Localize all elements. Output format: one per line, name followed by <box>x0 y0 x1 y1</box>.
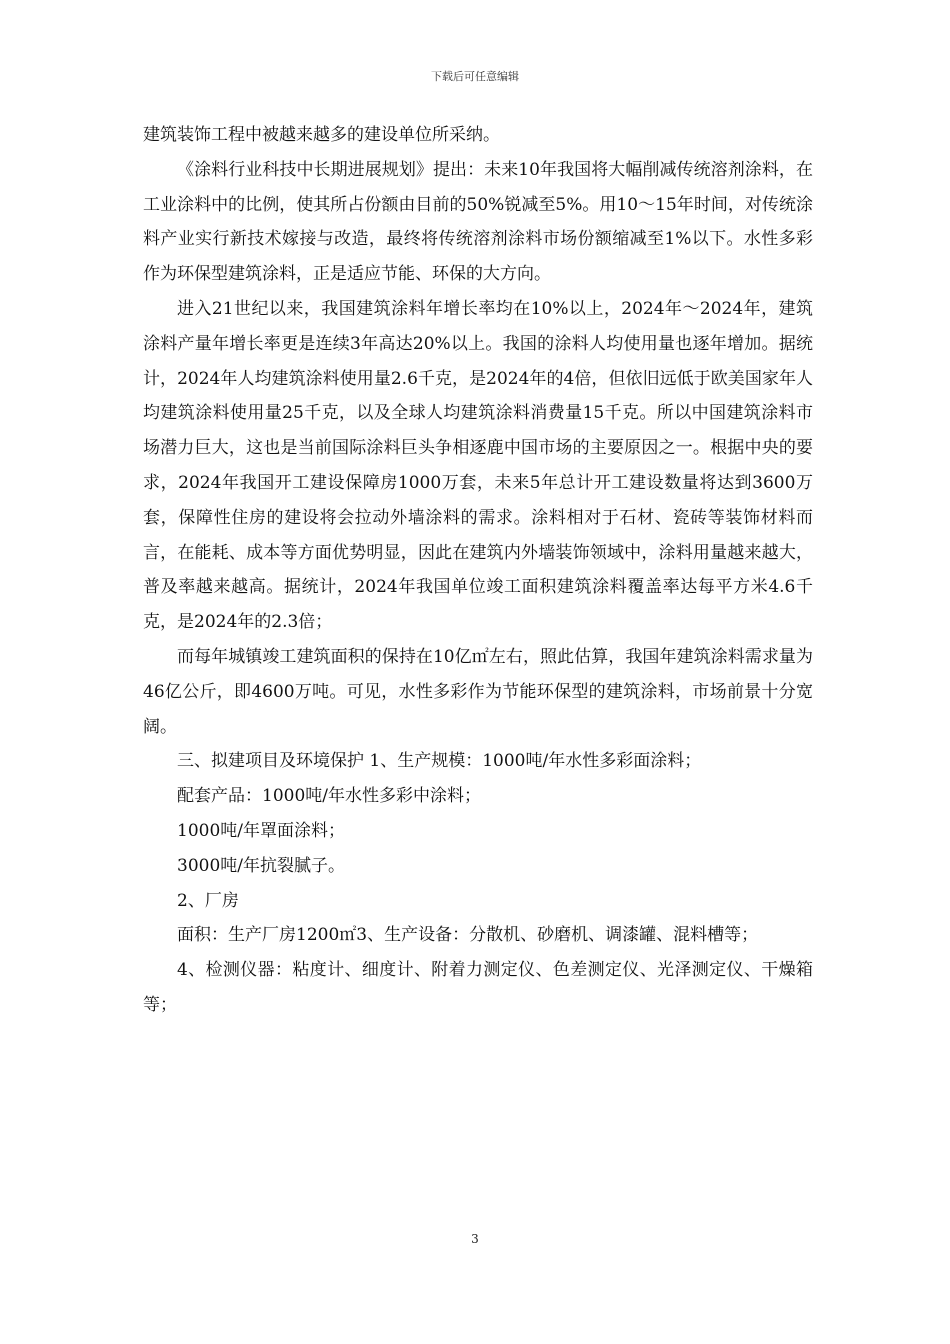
paragraph-8: 3000吨/年抗裂腻子。 <box>177 855 345 876</box>
paragraph-6: 配套产品：1000吨/年水性多彩中涂料； <box>177 786 481 807</box>
paragraph-3: 进入21世纪以来，我国建筑涂料年增长率均在10%以上，2024年～2024年，建筑涂料产量年增长率更是连续3年高达20%以上。我国的涂料人均使用量也逐年增加。据统计，2024年人均建筑涂料使用量2.6千克，是2024年的4倍，但依旧远低于欧美国家年人均建筑涂料使用量25千克，以及全球人均建筑涂料消费量15千克。所以中国建筑涂料市场潜力巨大，这也是当前国际涂料巨头争相逐鹿中国市场的主要原因之一。根据中央的要求，2024年我国开工建设保障房1000万套，未来5年总计开工建设数量将达到3600万套，保障性住房的建设将会拉动外墙涂料的需求。涂料相对于石材、瓷砖等装饰材料而言，在能耗、成本等方面优势明显，因此在建筑内外墙装饰领域中，涂料用量越来越大，普及率越来越高。据统计，2024年我国单位竣工面积建筑涂料覆盖率达每平方米4.6千克，是2024年的2.3倍； <box>143 298 813 633</box>
paragraph-11: 4、检测仪器：粘度计、细度计、附着力测定仪、色差测定仪、光泽测定仪、干燥箱等； <box>143 960 813 1015</box>
paragraph-2: 《涂料行业科技中长期进展规划》提出：未来10年我国将大幅削减传统溶剂涂料，在工业涂料中的比例，使其所占份额由目前的50%锐减至5%。用10～15年时间，对传统涂料产业实行新技术嫁接与改造，最终将传统溶剂涂料市场份额缩减至1%以下。水性多彩作为环保型建筑涂料，正是适应节能、环保的大方向。 <box>143 159 813 285</box>
page-header: 下载后可任意编辑 <box>431 70 519 83</box>
paragraph-9: 2、厂房 <box>177 890 239 911</box>
paragraph-7: 1000吨/年罩面涂料； <box>177 820 345 841</box>
paragraph-5: 三、拟建项目及环境保护 1、生产规模：1000吨/年水性多彩面涂料； <box>177 751 702 772</box>
document-body <box>143 118 813 1023</box>
page-number: 3 <box>471 1232 479 1246</box>
paragraph-4: 而每年城镇竣工建筑面积的保持在10亿㎡左右，照此估算，我国年建筑涂料需求量为46亿公斤，即4600万吨。可见，水性多彩作为节能环保型的建筑涂料，市场前景十分宽阔。 <box>143 646 813 737</box>
paragraph-1: 建筑装饰工程中被越来越多的建设单位所采纳。 <box>143 125 500 145</box>
paragraph-10: 面积：生产厂房1200㎡3、生产设备：分散机、砂磨机、调漆罐、混料槽等； <box>177 925 759 946</box>
